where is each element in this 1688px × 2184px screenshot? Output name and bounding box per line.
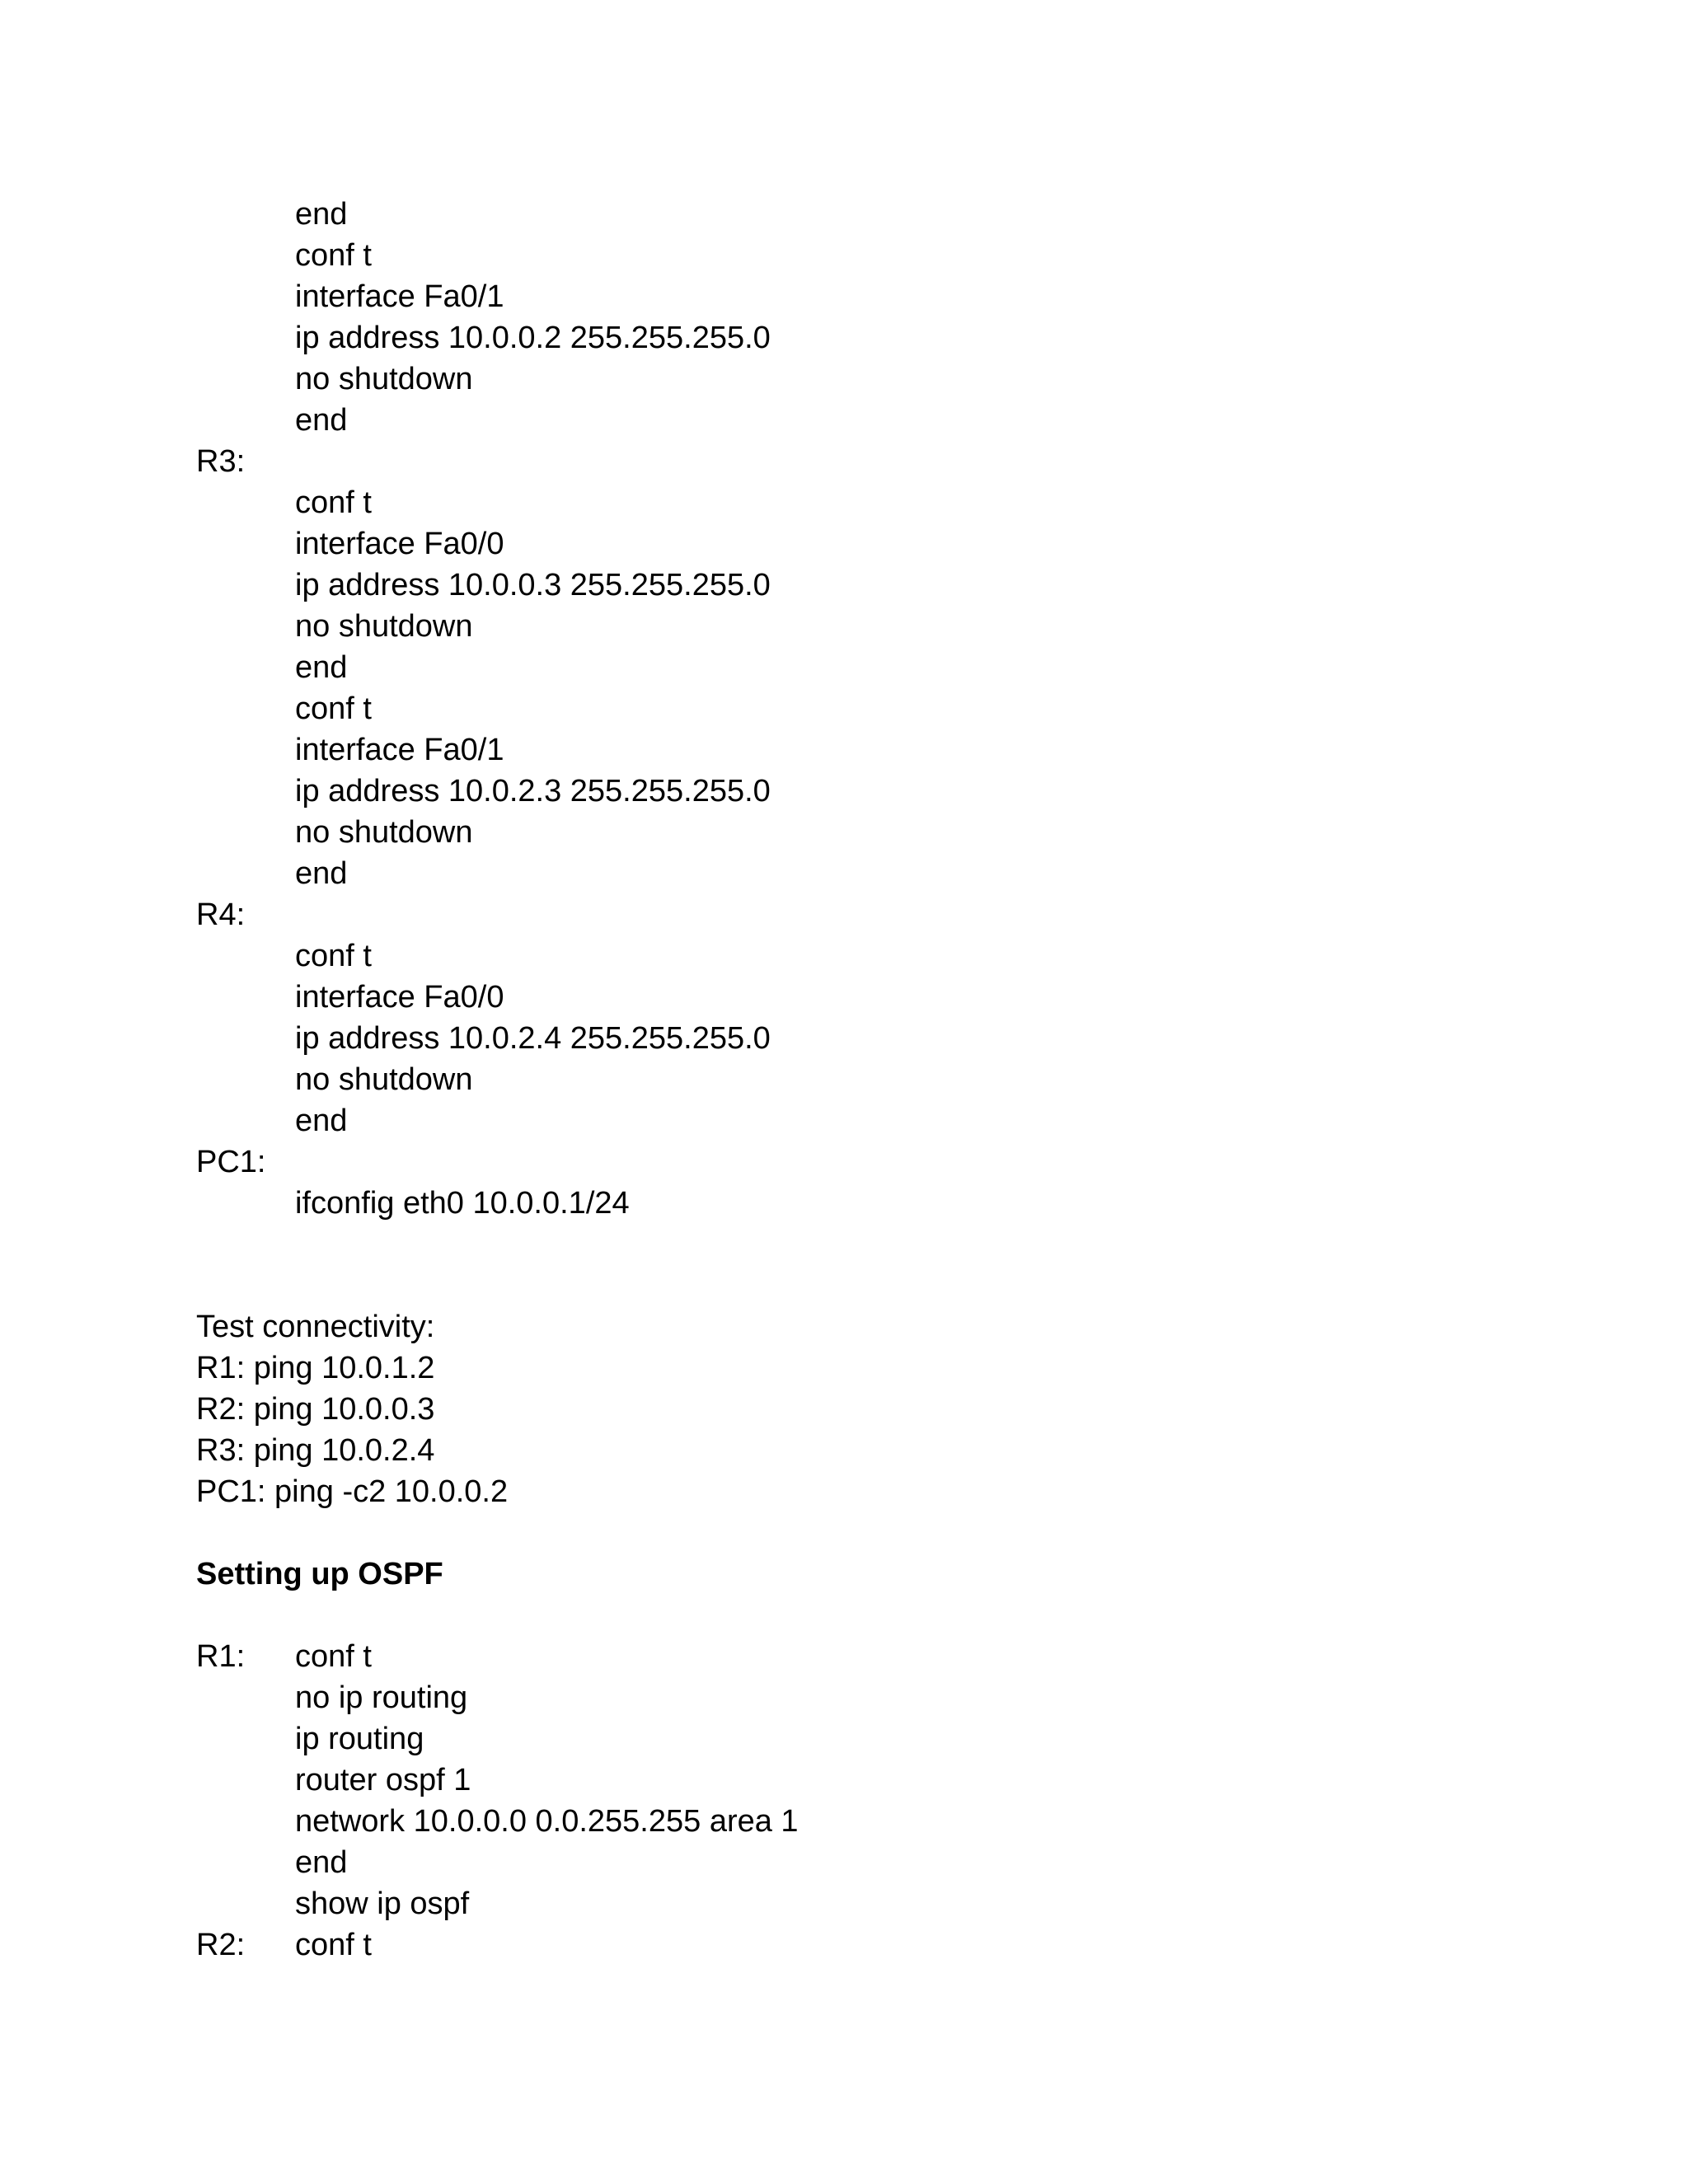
test-pc1-ping: PC1: ping -c2 10.0.0.2 — [196, 1474, 509, 1509]
r3-conf-t-1: conf t — [295, 485, 372, 520]
r4-label: R4: — [196, 898, 246, 932]
test-r3-ping: R3: ping 10.0.2.4 — [196, 1433, 435, 1468]
r4-conf-t: conf t — [295, 939, 372, 973]
r4-interface: interface Fa0/0 — [295, 980, 504, 1015]
ospf-r1-label: R1: — [196, 1639, 246, 1674]
ospf-r2-label: R2: — [196, 1928, 246, 1962]
r2-ip-address: ip address 10.0.0.2 255.255.255.0 — [295, 321, 771, 355]
ospf-r2-conf-t: conf t — [295, 1928, 372, 1962]
test-r2-ping: R2: ping 10.0.0.3 — [196, 1392, 435, 1427]
r2-no-shutdown: no shutdown — [295, 362, 473, 396]
r3-label: R3: — [196, 444, 246, 479]
r3-no-shutdown-2: no shutdown — [295, 815, 473, 850]
test-r1-ping: R1: ping 10.0.1.2 — [196, 1351, 435, 1385]
ospf-section-heading: Setting up OSPF — [196, 1557, 443, 1591]
r3-conf-t-2: conf t — [295, 691, 372, 726]
ospf-r1-network: network 10.0.0.0 0.0.255.255 area 1 — [295, 1804, 799, 1839]
r4-ip-address: ip address 10.0.2.4 255.255.255.0 — [295, 1021, 771, 1056]
ospf-r1-end: end — [295, 1845, 348, 1880]
r3-ip-address-1: ip address 10.0.0.3 255.255.255.0 — [295, 568, 771, 602]
r2-end-1: end — [295, 197, 348, 232]
r2-end-2: end — [295, 403, 348, 438]
r3-interface-2: interface Fa0/1 — [295, 733, 504, 767]
r3-no-shutdown-1: no shutdown — [295, 609, 473, 644]
ospf-r1-no-ip-routing: no ip routing — [295, 1680, 468, 1715]
r4-no-shutdown: no shutdown — [295, 1062, 473, 1097]
test-connectivity-heading: Test connectivity: — [196, 1310, 435, 1344]
ospf-r1-conf-t: conf t — [295, 1639, 372, 1674]
r3-end-2: end — [295, 856, 348, 891]
r3-interface-1: interface Fa0/0 — [295, 527, 504, 561]
r3-end-1: end — [295, 650, 348, 685]
r3-ip-address-2: ip address 10.0.2.3 255.255.255.0 — [295, 774, 771, 808]
ospf-r1-show-ip-ospf: show ip ospf — [295, 1886, 470, 1921]
pc1-label: PC1: — [196, 1145, 266, 1179]
r2-interface: interface Fa0/1 — [295, 279, 504, 314]
pc1-ifconfig: ifconfig eth0 10.0.0.1/24 — [295, 1186, 630, 1221]
r2-conf-t: conf t — [295, 238, 372, 273]
r4-end: end — [295, 1104, 348, 1138]
ospf-r1-router-ospf: router ospf 1 — [295, 1763, 471, 1797]
ospf-r1-ip-routing: ip routing — [295, 1722, 424, 1756]
